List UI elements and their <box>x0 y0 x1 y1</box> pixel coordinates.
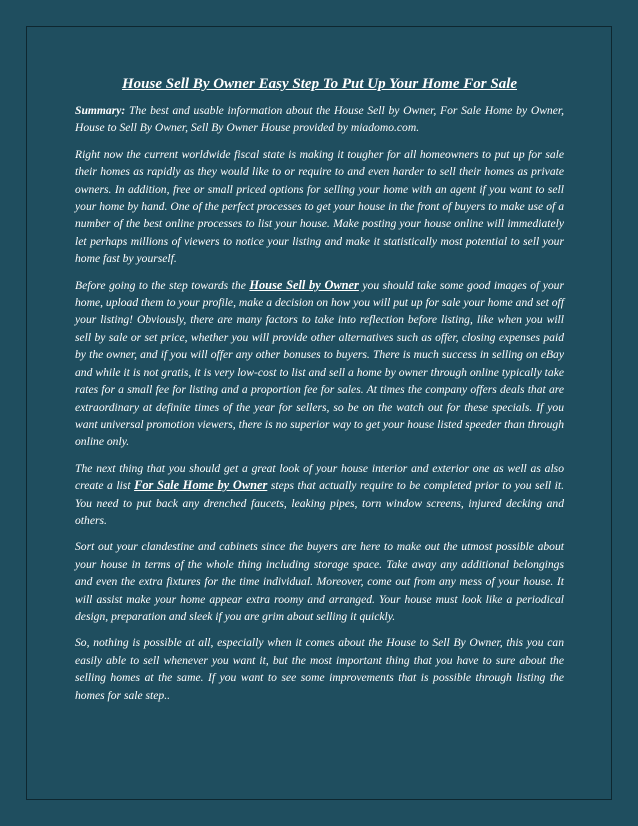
paragraph-5: So, nothing is possible at all, especially when it comes about the House to Sell By Owner, this you can easily able to sell whenever you want it, but the most important thing that you have to sure about the selling homes at the same. If you want to see some improvements that is possible through listing the homes for sale step.. <box>75 636 564 702</box>
summary-paragraph <box>75 102 564 137</box>
document-body <box>75 74 564 713</box>
paragraph-3-after: steps that actually require to be completed prior to you sell it. You need to put back any drenched faucets, leaking pipes, torn window screens, injured decking and others. <box>75 479 564 527</box>
summary-label: Summary: <box>75 104 126 117</box>
for-sale-home-by-owner-link[interactable]: For Sale Home by Owner <box>134 478 268 493</box>
document-title: House Sell By Owner Easy Step To Put Up Your Home For Sale <box>121 76 518 92</box>
house-sell-by-owner-link[interactable]: House Sell by Owner <box>249 277 359 292</box>
paragraph-2 <box>75 277 564 451</box>
paragraph-2-before: Before going to the step towards the <box>75 278 250 292</box>
paragraph-2-after: you should take some good images of your home, upload them to your profile, make a decision on how you will put up for sale your home and set off your listing! Obviously, there are many factors to take into reflection before listing, like when you will sell by sale or set price, whether you will provide other alternatives such as offer, closing expenses paid by the owner, and if you will offer any other bonuses to buyers. There is much success in selling on eBay and while it is not gratis, it is very low-cost to list and sell a home by owner through online typically take rates for a small fee for listing and a proportion fee for sales. At times the company offers deals that are extraordinary at definite times of the year for sellers, so be on the watch out for these specials. If you want universal promotion viewers, there is no superior way to get your house listed speeder than through online only. <box>75 278 564 449</box>
paragraph-3-before: The next thing that you should get a great look of your house interior and exterior one as well as also create a list <box>75 461 564 493</box>
paragraph-1: Right now the current worldwide fiscal state is making it tougher for all homeowners to put up for sale their homes as rapidly as they would like to or require to and even harder to sell their homes as private owners. In addition, free or small priced options for selling your home with an agent if you want to sell your home by hand. One of the perfect processes to get your house in the front of buyers to make use of a number of the best online processes to list your house. Make posting your house online will immediately let perhaps millions of viewers to notice your listing and make it statistically most potential to sell your home fast by yourself. <box>75 147 564 266</box>
paragraph-4: Sort out your clandestine and cabinets since the buyers are here to make out the utmost possible about your house in terms of the whole thing including storage space. Take away any additional belongings and even the extra fixtures for the time individual. Moreover, come out from any mess of your house. It will assist make your home appear extra roomy and arranged. Your house must look like a periodical design, preparation and sleek if you are grim about selling it quickly. <box>75 540 564 623</box>
summary-text: The best and usable information about the House Sell by Owner, For Sale Home by Owner, House to Sell By Owner, Sell By Owner House provided by miadomo.com. <box>75 104 564 135</box>
paragraph-3 <box>75 460 564 530</box>
